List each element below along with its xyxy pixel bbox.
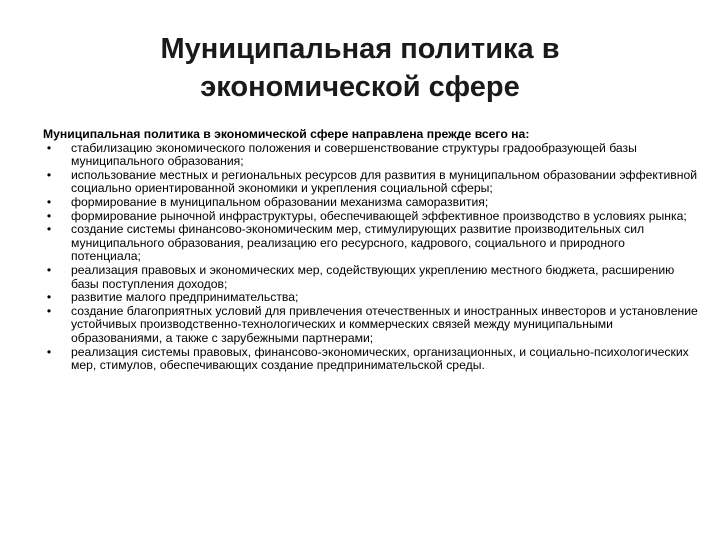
list-item-text: создание системы финансово-экономическим мер, стимулирующих развитие производительных сил муниципального образования, реализацию его ресурсного, кадрового, социального и природного потенциала; [71,222,645,264]
bullet-list [43,142,698,373]
bullet-icon: • [46,262,52,277]
slide-title-line-1: Муниципальная политика в [160,33,560,65]
list-item-text: стабилизацию экономического положения и совершенствование структуры градообразующей базы муниципального образования; [71,140,637,169]
bullet-icon: • [46,194,52,209]
list-item-text: формирование рыночной инфраструктуры, обеспечивающей эффективное производство в условиях рынка; [71,208,687,223]
bullet-icon: • [46,222,52,237]
bullet-icon: • [46,344,52,359]
list-item [43,169,698,196]
bullet-icon: • [46,140,52,155]
slide-title-line-2: экономической сфере [200,71,520,103]
list-item-text: использование местных и региональных ресурсов для развития в муниципальном образовании эффективной социально ориентированной экономики и укрепления социальной сферы; [71,167,698,196]
list-item [43,223,698,264]
list-item-text: создание благоприятных условий для привлечения отечественных и иностранных инвесторов и установление устойчивых производственно-технологических и коммерческих связей между муниципальными образованиями, а также с зарубежными партнерами; [71,303,698,345]
list-item-text: реализация системы правовых, финансово-экономических, организационных, и социально-психологических мер, стимулов, обеспечивающих создание предпринимательской среды. [71,344,689,373]
slide-title [60,30,660,106]
bullet-icon: • [46,167,52,182]
list-item [43,346,698,373]
bullet-icon: • [46,303,52,318]
bullet-icon: • [46,208,52,223]
list-item [43,305,698,346]
bullet-icon: • [46,290,52,305]
list-item [43,142,698,169]
list-item [43,291,698,305]
intro-text: Муниципальная политика в экономической сфере направлена прежде всего на: [43,127,530,141]
list-item-text: формирование в муниципальном образовании механизма саморазвития; [71,194,489,209]
slide-body [43,128,698,373]
list-item [43,210,698,224]
list-item [43,196,698,210]
list-item [43,264,698,291]
list-item-text: реализация правовых и экономических мер, содействующих укреплению местного бюджета, расширению базы поступления доходов; [71,262,675,291]
list-item-text: развитие малого предпринимательства; [71,290,299,305]
